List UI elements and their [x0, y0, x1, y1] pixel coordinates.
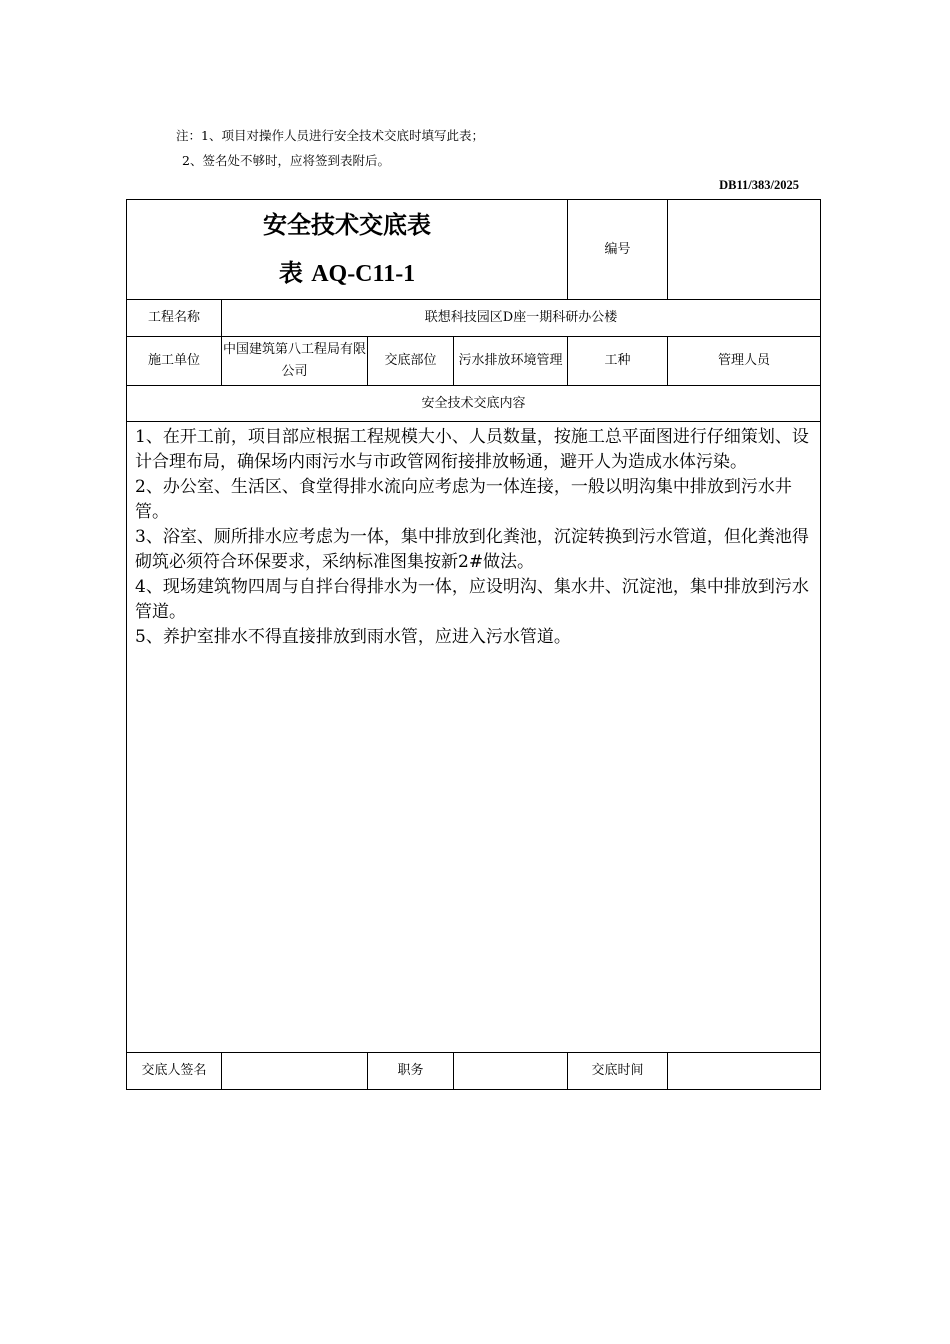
trade-value[interactable]: 管理人员 — [668, 337, 821, 386]
contractor-value[interactable]: 中国建筑第八工程局有限公司 — [222, 337, 368, 386]
signer-field[interactable] — [222, 1053, 368, 1090]
briefing-time-field[interactable] — [668, 1053, 821, 1090]
trade-label: 工种 — [568, 337, 668, 386]
contractor-label: 施工单位 — [127, 337, 222, 386]
briefing-content[interactable] — [127, 422, 821, 1053]
content-item-5: 5、养护室排水不得直接排放到雨水管，应进入污水管道。 — [135, 627, 571, 647]
content-item-4: 4、现场建筑物四周与自拌台得排水为一体，应设明沟、集水井、沉淀池，集中排放到污水管道。 — [135, 577, 809, 622]
briefing-location-value[interactable]: 污水排放环境管理 — [454, 337, 568, 386]
form-subtitle — [127, 258, 567, 289]
content-item-3: 3、浴室、厕所排水应考虑为一体，集中排放到化粪池，沉淀转换到污水管道，但化粪池得砌筑必须符合环保要求，采纳标准图集按新2#做法。 — [135, 527, 809, 572]
position-field[interactable] — [454, 1053, 568, 1090]
briefing-location-label: 交底部位 — [368, 337, 454, 386]
form-title-cell — [127, 200, 568, 300]
position-label: 职务 — [368, 1053, 454, 1090]
content-header: 安全技术交底内容 — [127, 386, 821, 422]
content-item-2: 2、办公室、生活区、食堂得排水流向应考虑为一体连接，一般以明沟集中排放到污水井管。 — [135, 477, 792, 522]
serial-number-field[interactable] — [668, 200, 821, 300]
safety-briefing-form — [126, 199, 821, 1090]
form-code: AQ-C11-1 — [311, 261, 416, 287]
document-number: DB11/383/2025 — [719, 178, 799, 192]
project-name-value[interactable]: 联想科技园区D座一期科研办公楼 — [222, 300, 821, 337]
signer-label: 交底人签名 — [127, 1053, 222, 1090]
form-title: 安全技术交底表 — [263, 210, 431, 239]
form-subtitle-prefix: 表 — [278, 258, 303, 287]
content-item-1: 1、在开工前，项目部应根据工程规模大小、人员数量，按施工总平面图进行仔细策划、设计合理布局，确保场内雨污水与市政管网衔接排放畅通，避开人为造成水体污染。 — [135, 427, 809, 472]
project-name-label: 工程名称 — [127, 300, 222, 337]
briefing-time-label: 交底时间 — [568, 1053, 668, 1090]
note-line-1: 注：1、项目对操作人员进行安全技术交底时填写此表； — [176, 128, 484, 143]
note-line-2: 2、签名处不够时，应将签到表附后。 — [182, 153, 390, 168]
serial-number-label: 编号 — [568, 200, 668, 300]
